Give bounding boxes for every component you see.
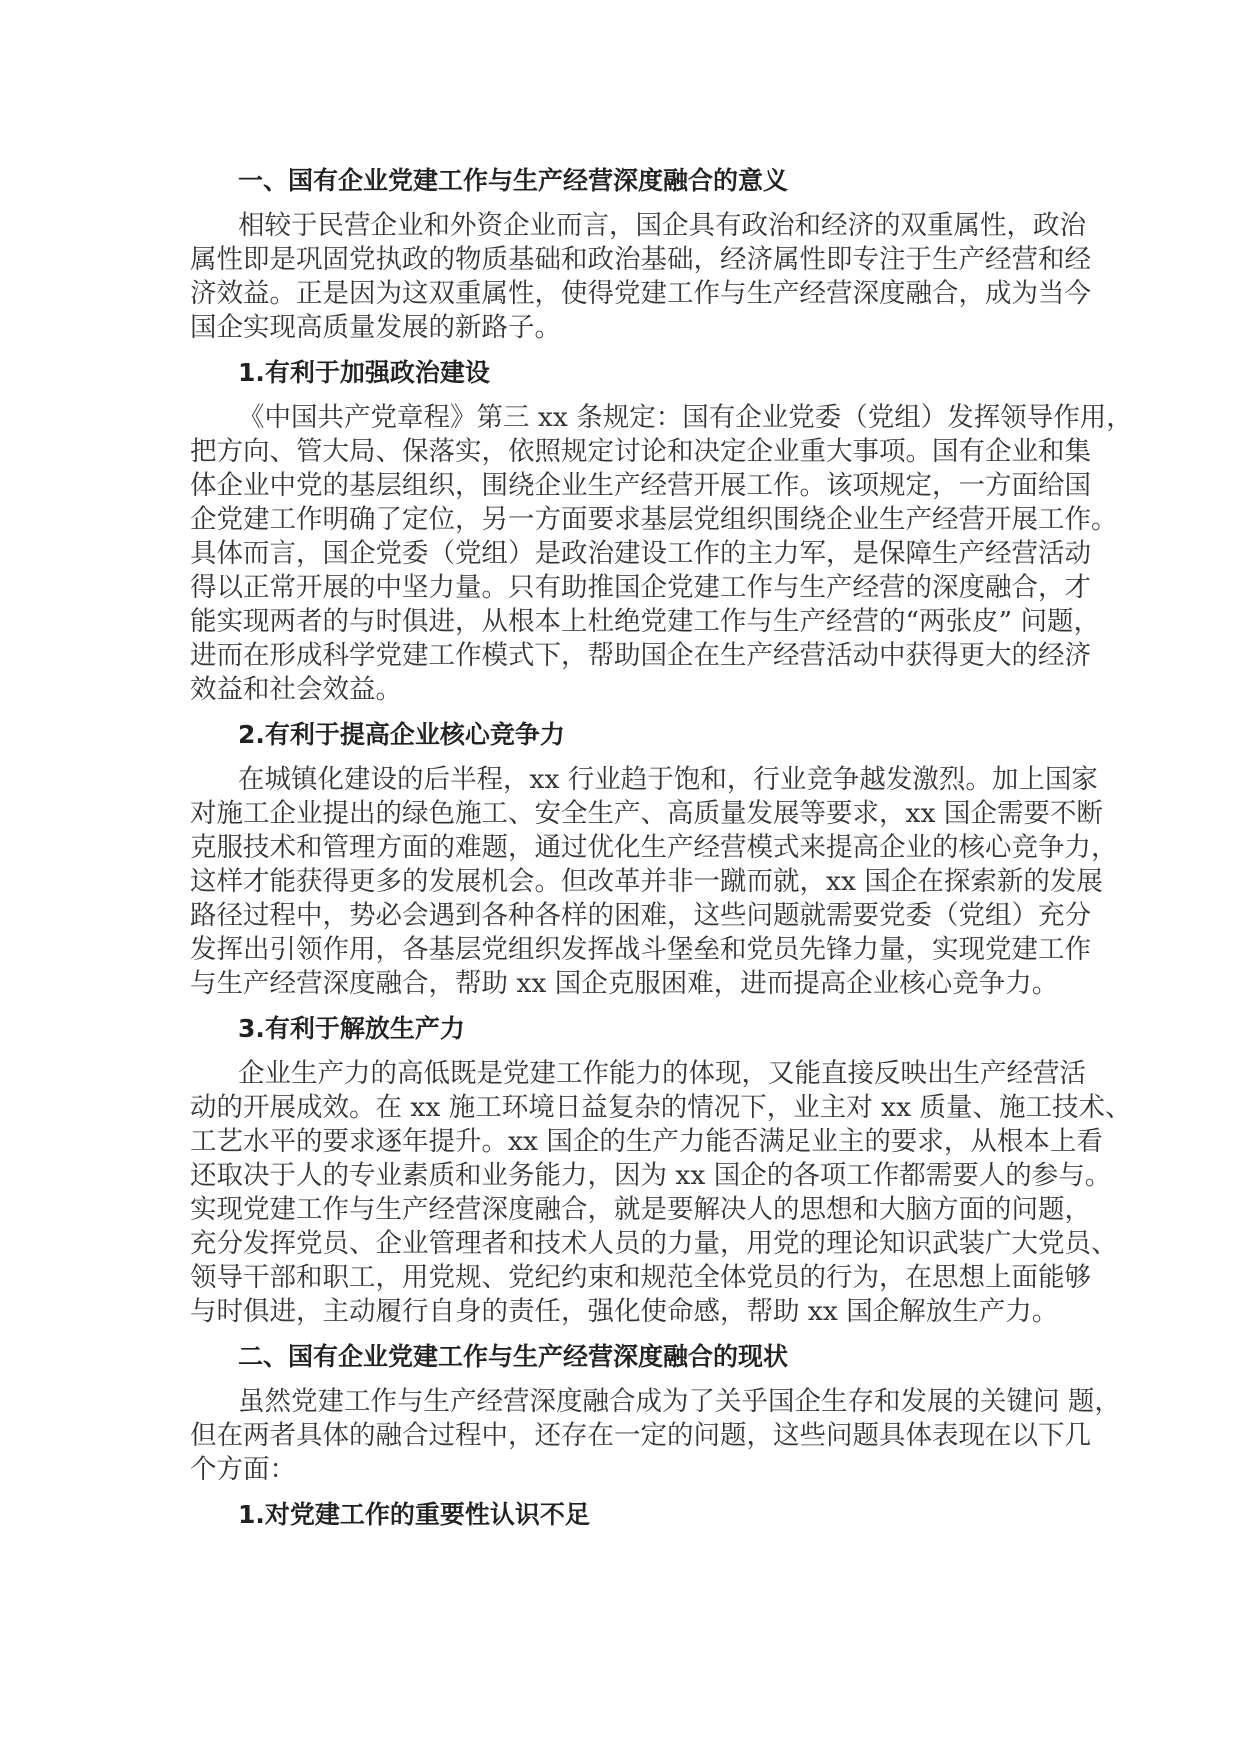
- paragraph-line: 体企业中党的基层组织，围绕企业生产经营开展工作。该项规定，一方面给国: [190, 470, 1091, 501]
- section-heading: 二、国有企业党建工作与生产经营深度融合的现状: [238, 1342, 789, 1371]
- paragraph-line: 把方向、管大局、保落实，依照规定讨论和决定企业重大事项。国有企业和集: [190, 436, 1091, 467]
- paragraph-line: 与时俱进，主动履行自身的责任，强化使命感，帮助 xx 国企解放生产力。: [190, 1296, 1059, 1327]
- paragraph-line: 企业生产力的高低既是党建工作能力的体现，又能直接反映出生产经营活: [238, 1058, 1086, 1089]
- body-paragraph: [190, 209, 1091, 345]
- paragraph-line: 济效益。正是因为这双重属性，使得党建工作与生产经营深度融合，成为当今: [190, 278, 1091, 309]
- paragraph-line: 发挥出引领作用，各基层党组织发挥战斗堡垒和党员先锋力量，实现党建工作: [190, 934, 1091, 965]
- paragraph-line: 具体而言，国企党委（党组）是政治建设工作的主力军，是保障生产经营活动: [190, 538, 1091, 569]
- paragraph-line: 在城镇化建设的后半程，xx 行业趋于饱和，行业竞争越发激烈。加上国家: [238, 764, 1098, 795]
- paragraph-line: 但在两者具体的融合过程中，还存在一定的问题，这些问题具体表现在以下几: [190, 1420, 1091, 1451]
- paragraph-line: 虽然党建工作与生产经营深度融合成为了关乎国企生存和发展的关键问 题，: [238, 1386, 1121, 1417]
- paragraph-line: 属性即是巩固党执政的物质基础和政治基础，经济属性即专注于生产经营和经: [190, 244, 1091, 275]
- paragraph-line: 动的开展成效。在 xx 施工环境日益复杂的情况下，业主对 xx 质量、施工技术、: [190, 1092, 1132, 1123]
- paragraph-line: 对施工企业提出的绿色施工、安全生产、高质量发展等要求，xx 国企需要不断: [190, 798, 1103, 829]
- paragraph-line: 充分发挥党员、企业管理者和技术人员的力量，用党的理论知识武装广大党员、: [190, 1228, 1118, 1259]
- paragraph-line: 国企实现高质量发展的新路子。: [190, 312, 561, 343]
- paragraph-line: 效益和社会效益。: [190, 674, 402, 705]
- paragraph-line: 《中国共产党章程》第三 xx 条规定：国有企业党委（党组）发挥领导作用，: [238, 402, 1133, 433]
- paragraph-line: 领导干部和职工，用党规、党纪约束和规范全体党员的行为，在思想上面能够: [190, 1262, 1091, 1293]
- body-paragraph: [190, 763, 1118, 1001]
- section-heading: 3.有利于解放生产力: [238, 1014, 465, 1043]
- paragraph-line: 企党建工作明确了定位，另一方面要求基层党组织围绕企业生产经营开展工作。: [190, 504, 1118, 535]
- paragraph-line: 得以正常开展的中坚力量。只有助推国企党建工作与生产经营的深度融合，才: [190, 572, 1091, 603]
- section-heading: 一、国有企业党建工作与生产经营深度融合的意义: [238, 166, 789, 195]
- body-paragraph: [190, 1385, 1121, 1487]
- paragraph-line: 克服技术和管理方面的难题，通过优化生产经营模式来提高企业的核心竞争力，: [190, 832, 1118, 863]
- paragraph-line: 与生产经营深度融合，帮助 xx 国企克服困难，进而提高企业核心竞争力。: [190, 968, 1059, 999]
- paragraph-line: 路径过程中，势必会遇到各种各样的困难，这些问题就需要党委（党组）充分: [190, 900, 1091, 931]
- section-heading: 1.有利于加强政治建设: [238, 358, 490, 387]
- paragraph-line: 个方面：: [190, 1454, 296, 1485]
- body-paragraph: [190, 1057, 1132, 1329]
- body-paragraph: [190, 401, 1133, 707]
- paragraph-line: 相较于民营企业和外资企业而言，国企具有政治和经济的双重属性，政治: [238, 210, 1086, 241]
- paragraph-line: 这样才能获得更多的发展机会。但改革并非一蹴而就，xx 国企在探索新的发展: [190, 866, 1103, 897]
- paragraph-line: 进而在形成科学党建工作模式下，帮助国企在生产经营活动中获得更大的经济: [190, 640, 1091, 671]
- paragraph-line: 工艺水平的要求逐年提升。xx 国企的生产力能否满足业主的要求，从根本上看: [190, 1126, 1103, 1157]
- section-heading: 2.有利于提高企业核心竞争力: [238, 720, 565, 749]
- paragraph-line: 实现党建工作与生产经营深度融合，就是要解决人的思想和大脑方面的问题，: [190, 1194, 1091, 1225]
- section-heading: 1.对党建工作的重要性认识不足: [238, 1500, 590, 1529]
- paragraph-line: 还取决于人的专业素质和业务能力，因为 xx 国企的各项工作都需要人的参与。: [190, 1160, 1112, 1191]
- paragraph-line: 能实现两者的与时俱进，从根本上杜绝党建工作与生产经营的“两张皮” 问题，: [190, 606, 1101, 637]
- document-page: [190, 164, 1133, 1543]
